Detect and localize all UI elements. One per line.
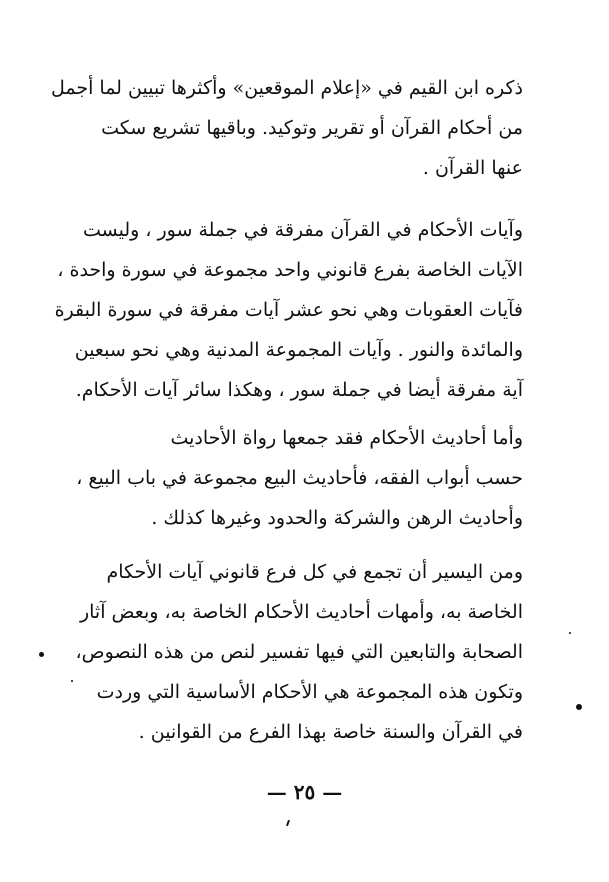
text-line: الآيات الخاصة بفرع قانوني واحد مجموعة في سورة واحدة ، [57,259,523,281]
text-line: وتكون هذه المجموعة هي الأحكام الأساسية التي وردت [96,681,523,703]
paragraph-4 [75,552,523,752]
paragraph-3 [76,418,523,538]
text-line: ذكره ابن القيم في «إعلام الموقعين» وأكثرها تبيين لما أجمل [50,77,523,99]
text-line: فآيات العقوبات وهي نحو عشر آيات مفرقة في سورة البقرة [54,299,523,321]
text-line: حسب أبواب الفقه، فأحاديث البيع مجموعة في باب البيع ، [76,467,523,489]
text-line: عنها القرآن . [422,157,523,179]
text-line: الخاصة به، وأمهات أحاديث الأحكام الخاصة به، وبعض آثار [79,601,523,623]
scan-mark [286,820,290,826]
text-line: في القرآن والسنة خاصة بهذا الفرع من القوانين . [138,721,523,743]
text-line: وآيات الأحكام في القرآن مفرقة في جملة سور ، وليست [82,219,523,241]
page-number: — ٢٥ — [266,780,343,804]
text-line: آية مفرقة أيضا في جملة سور ، وهكذا سائر آيات الأحكام. [75,379,523,401]
text-line: من أحكام القرآن أو تقرير وتوكيد. وباقيها تشريع سكت [101,117,523,139]
scan-speck [576,704,582,710]
scan-speck [39,652,44,657]
text-line: الصحابة والتابعين التي فيها تفسير لنص من هذه النصوص، [75,641,523,663]
scan-speck [569,632,571,634]
text-line: وأما أحاديث الأحكام فقد جمعها رواة الأحاديث [170,427,523,449]
text-line: وأحاديث الرهن والشركة والحدود وغيرها كذلك . [151,507,523,529]
text-line: والمائدة والنور . وآيات المجموعة المدنية وهي نحو سبعين [74,339,523,361]
paragraph-2 [54,210,523,410]
paragraph-1 [50,68,523,188]
scan-speck [71,680,73,682]
text-line: ومن اليسير أن تجمع في كل فرع قانوني آيات الأحكام [106,561,523,583]
